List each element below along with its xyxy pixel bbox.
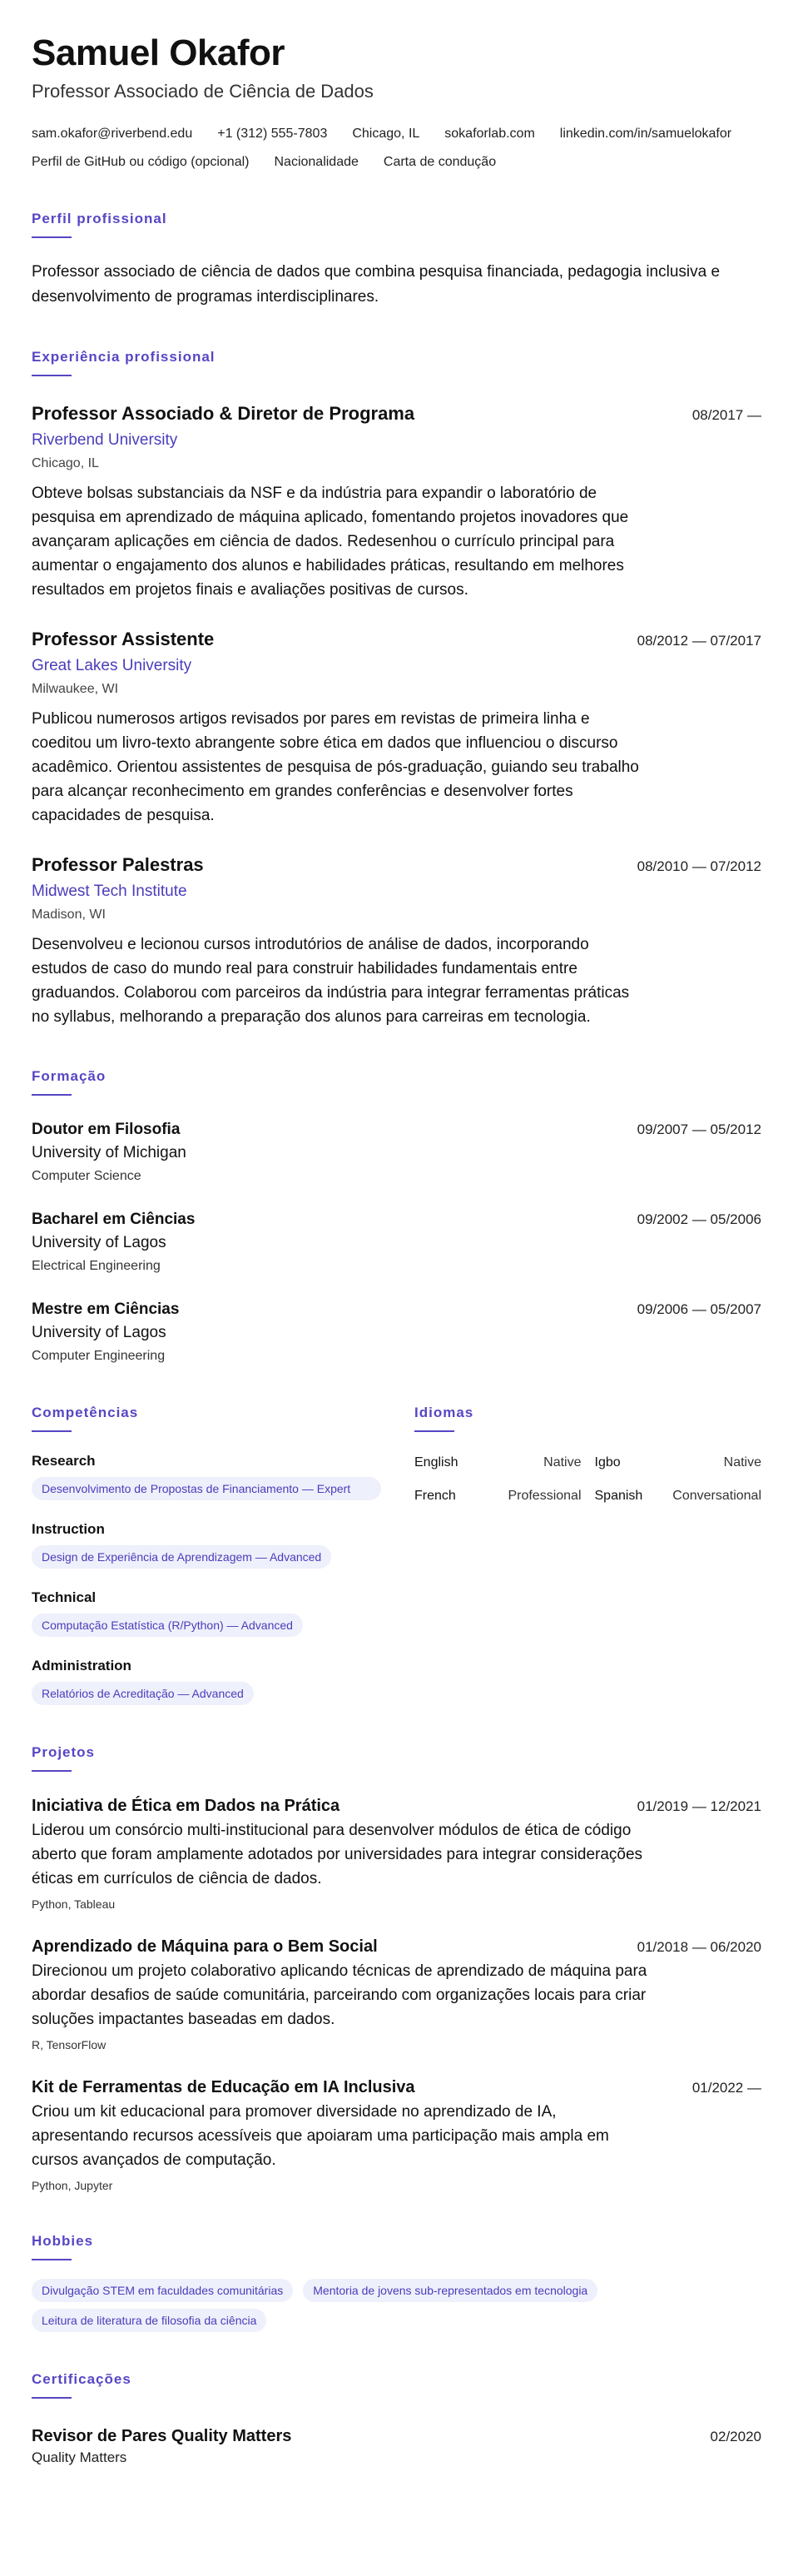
language-list — [414, 1454, 761, 1505]
section-divider — [32, 236, 72, 238]
job-company: Midwest Tech Institute — [32, 883, 187, 900]
education-date: 09/2006 — 05/2007 — [637, 1301, 761, 1317]
experience-item — [32, 401, 761, 602]
certification-date: 02/2020 — [710, 2429, 761, 2444]
skill-group — [32, 1452, 381, 1500]
project-title: Aprendizado de Máquina para o Bem Social — [32, 1937, 378, 1956]
education-item — [32, 1209, 761, 1276]
job-date: 08/2012 — 07/2017 — [637, 633, 761, 649]
language-item — [414, 1487, 582, 1505]
job-title: Professor Assistente — [32, 629, 215, 649]
resume-header — [32, 32, 761, 172]
skill-category: Research — [32, 1453, 96, 1469]
hobby-list — [32, 2279, 761, 2332]
language-level: Native — [723, 1455, 761, 1470]
education-school: University of Michigan — [32, 1144, 186, 1161]
project-date: 01/2018 — 06/2020 — [637, 1939, 761, 1955]
language-item — [595, 1487, 762, 1505]
skill-group — [32, 1657, 381, 1705]
education-degree: Doutor em Filosofia — [32, 1121, 181, 1138]
job-title: Professor Palestras — [32, 854, 204, 875]
project-date: 01/2022 — — [691, 2080, 761, 2096]
project-tech: Python, Tableau — [32, 1897, 116, 1911]
hobby-chip: Mentoria de jovens sub-representados em tecnologia — [303, 2279, 597, 2302]
skill-group — [32, 1520, 381, 1569]
section-divider — [32, 1430, 72, 1432]
project-tech: R, TensorFlow — [32, 2038, 107, 2051]
contact-location: Chicago, IL — [352, 127, 420, 141]
section-divider — [32, 1094, 72, 1096]
certification-item — [32, 2425, 761, 2467]
section-title: Competências — [32, 1405, 139, 1420]
skill-group — [32, 1589, 381, 1637]
summary-text: Professor associado de ciência de dados que combina pesquisa financiada, pedagogia inclusiva e desenvolvimento de programas interdisciplinares. — [32, 263, 721, 306]
education-field: Electrical Engineering — [32, 1259, 161, 1273]
skill-chip: Design de Experiência de Aprendizagem — Advanced — [32, 1545, 331, 1569]
projects-section — [32, 1743, 761, 2194]
summary-section — [32, 210, 761, 310]
education-date: 09/2007 — 05/2012 — [637, 1121, 761, 1137]
skill-category: Instruction — [32, 1521, 105, 1537]
hobby-chip: Leitura de literatura de filosofia da ciência — [32, 2309, 266, 2332]
language-name: Spanish — [594, 1489, 643, 1503]
section-title: Experiência profissional — [32, 349, 216, 365]
certifications-section — [32, 2370, 761, 2467]
contact-phone[interactable]: +1 (312) 555-7803 — [217, 127, 328, 141]
education-field: Computer Engineering — [32, 1349, 166, 1363]
candidate-name: Samuel Okafor — [32, 32, 285, 73]
section-divider — [32, 1770, 72, 1772]
job-location: Milwaukee, WI — [32, 682, 119, 696]
contact-nationality: Nacionalidade — [274, 155, 359, 169]
project-date: 01/2019 — 12/2021 — [637, 1798, 761, 1814]
contact-website[interactable]: sokaforlab.com — [444, 127, 535, 141]
experience-item — [32, 853, 761, 1029]
certification-title: Revisor de Pares Quality Matters — [32, 2427, 292, 2445]
section-divider — [32, 2259, 72, 2260]
education-field: Computer Science — [32, 1169, 141, 1183]
project-title: Iniciativa de Ética em Dados na Prática — [32, 1797, 340, 1815]
education-school: University of Lagos — [32, 1324, 166, 1341]
education-item — [32, 1119, 761, 1186]
education-degree: Mestre em Ciências — [32, 1300, 180, 1318]
section-title: Hobbies — [32, 2233, 94, 2249]
section-divider — [32, 375, 72, 376]
language-level: Native — [543, 1455, 582, 1470]
job-title: Professor Associado & Diretor de Programa — [32, 403, 415, 424]
language-item — [414, 1454, 582, 1472]
skill-category: Administration — [32, 1658, 131, 1673]
experience-section — [32, 348, 761, 1029]
job-date: 08/2017 — — [691, 407, 761, 423]
job-description: Desenvolveu e lecionou cursos introdutórios de análise de dados, incorporando estudos de caso do mundo real para construir habilidades fundamentais entre graduandos. Colaborou com parceiros da indústria para integrar ferramentas práticas no syllabus, melhorando a preparação dos alunos para carreiras em tecnologia. — [32, 936, 630, 1026]
education-date: 09/2002 — 05/2006 — [637, 1211, 761, 1227]
languages-section — [414, 1404, 761, 1705]
project-description: Liderou um consórcio multi-institucional para desenvolver módulos de ética de código aberto que foram amplamente adotados por universidades para integrar considerações éticas em currículos de ciência de dados. — [32, 1822, 643, 1887]
language-item — [595, 1454, 762, 1472]
section-title: Perfil profissional — [32, 211, 167, 226]
job-description: Obteve bolsas substanciais da NSF e da indústria para expandir o laboratório de pesquisa em aprendizado de máquina aplicado, fomentando projetos inovadores que avançaram aplicações em ciência de dados. Redesenhou o currículo principal para aumentar o engajamento dos alunos e habilidades práticas, resultando em melhores resultados em projetos finais e avaliações positivas de cursos. — [32, 485, 629, 599]
section-title: Certificações — [32, 2371, 131, 2387]
skill-chip: Relatórios de Acreditação — Advanced — [32, 1682, 254, 1705]
job-company: Riverbend University — [32, 431, 178, 449]
skill-category: Technical — [32, 1589, 97, 1605]
education-degree: Bacharel em Ciências — [32, 1211, 196, 1228]
project-tech: Python, Jupyter — [32, 2179, 113, 2192]
project-description: Criou um kit educacional para promover diversidade no aprendizado de IA, apresentando recursos acessíveis que apoiaram uma participação mais ampla em cursos avançados de computação. — [32, 2103, 609, 2169]
language-name: English — [414, 1455, 458, 1470]
job-location: Chicago, IL — [32, 456, 99, 470]
language-level: Conversational — [672, 1489, 761, 1503]
project-item — [32, 2076, 761, 2194]
section-divider — [32, 2397, 72, 2399]
hobby-chip: Divulgação STEM em faculdades comunitárias — [32, 2279, 293, 2302]
hobbies-section — [32, 2232, 761, 2332]
skills-languages-row — [32, 1404, 761, 1705]
skill-chip: Computação Estatística (R/Python) — Advanced — [32, 1614, 303, 1637]
section-title: Idiomas — [414, 1405, 474, 1420]
certification-issuer: Quality Matters — [32, 2449, 127, 2465]
contact-list — [32, 125, 761, 172]
section-title: Formação — [32, 1068, 107, 1084]
project-item — [32, 1795, 761, 1912]
skills-section — [32, 1404, 381, 1705]
job-date: 08/2010 — 07/2012 — [637, 858, 761, 874]
skill-chip: Desenvolvimento de Propostas de Financiamento — Expert — [32, 1477, 381, 1500]
candidate-role: Professor Associado de Ciência de Dados — [32, 81, 374, 102]
education-school: University of Lagos — [32, 1234, 166, 1251]
job-company: Great Lakes University — [32, 657, 192, 674]
education-section — [32, 1067, 761, 1365]
language-name: Igbo — [594, 1455, 621, 1470]
education-item — [32, 1299, 761, 1365]
job-location: Madison, WI — [32, 908, 106, 922]
section-title: Projetos — [32, 1744, 96, 1760]
project-item — [32, 1936, 761, 2053]
contact-github: Perfil de GitHub ou código (opcional) — [32, 155, 250, 169]
language-level: Professional — [508, 1489, 582, 1503]
section-divider — [414, 1430, 454, 1432]
contact-linkedin[interactable]: linkedin.com/in/samuelokafor — [559, 127, 732, 141]
experience-item — [32, 627, 761, 828]
contact-driving-license: Carta de condução — [383, 155, 497, 169]
job-description: Publicou numerosos artigos revisados por pares em revistas de primeira linha e coeditou um livro-texto abrangente sobre ética em dados que influenciou o discurso acadêmico. Orientou assistentes de pesquisa de pós-graduação, guiando seu trabalho para alcançar reconhecimento em grandes conferências e desenvolver fortes capacidades de pesquisa. — [32, 710, 639, 824]
project-title: Kit de Ferramentas de Educação em IA Inclusiva — [32, 2078, 415, 2096]
project-description: Direcionou um projeto colaborativo aplicando técnicas de aprendizado de máquina para abordar desafios de saúde comunitária, parceirando com organizações locais para criar soluções impactantes baseadas em dados. — [32, 1962, 647, 2028]
contact-email[interactable]: sam.okafor@riverbend.edu — [32, 127, 193, 141]
language-name: French — [414, 1489, 456, 1503]
